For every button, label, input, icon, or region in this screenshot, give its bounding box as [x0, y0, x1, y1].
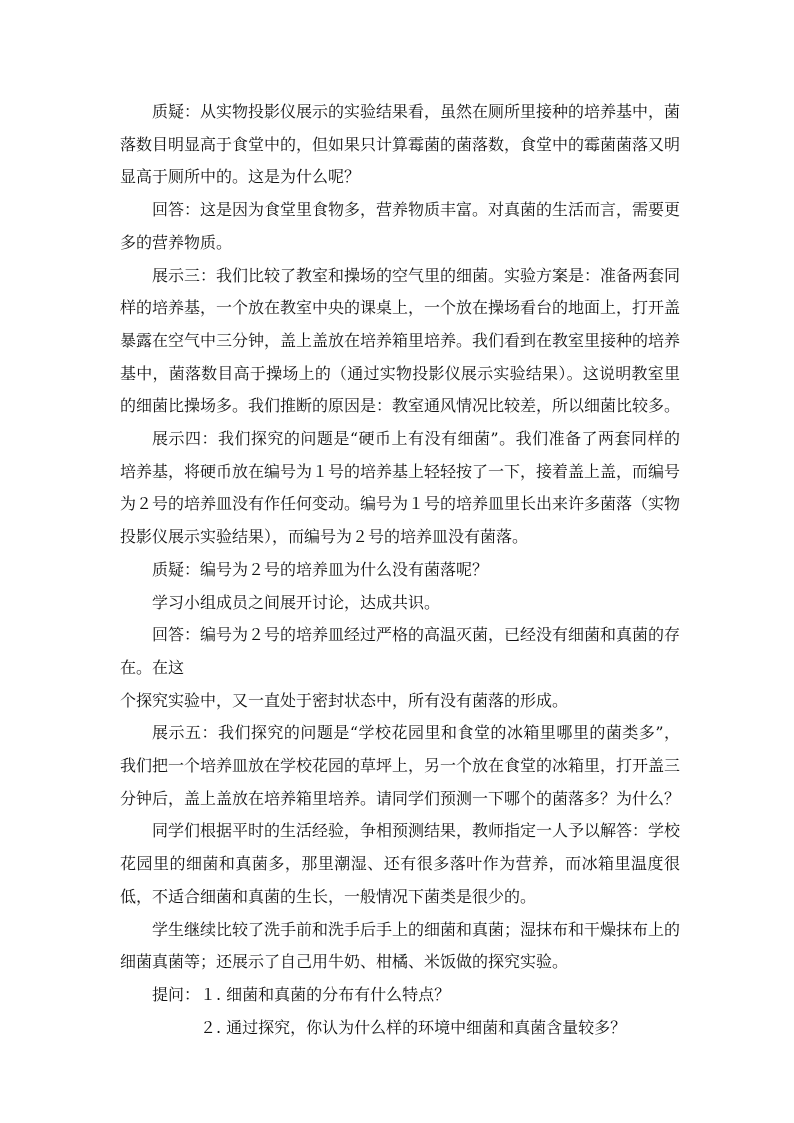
paragraph-answer-nutrients: 回答：这是因为食堂里食物多，营养物质丰富。对真菌的生活而言，需要更多的营养物质。	[120, 200, 681, 252]
paragraph-students-continue: 学生继续比较了洗手前和洗手后手上的细菌和真菌；湿抹布和干燥抹布上的细菌真菌等；还展示了自己用牛奶、柑橘、米饭做的探究实验。	[120, 919, 681, 972]
paragraph-question-dish-two: 质疑：编号为２号的培养皿为什么没有菌落呢？	[152, 559, 489, 579]
paragraph-answer-continued: 个探究实验中，又一直处于密封状态中，所有没有菌落的形成。	[120, 690, 569, 710]
question-item-2: ２. 通过探究，你认为什么样的环境中细菌和真菌含量较多？	[200, 1017, 627, 1037]
document-body	[120, 96, 680, 1044]
paragraph-question-mold: 质疑：从实物投影仪展示的实验结果看，虽然在厕所里接种的培养基中，菌落数目明显高于食堂中的，但如果只计算霉菌的菌落数，食堂中的霉菌菌落又明显高于厕所中的。这是为什么呢？	[120, 102, 681, 187]
paragraph-students-predict: 同学们根据平时的生活经验，争相预测结果，教师指定一人予以解答：学校花园里的细菌和真菌多，那里潮湿、还有很多落叶作为营养，而冰箱里温度很低，不适合细菌和真菌的生长，一般情况下菌类是很少的。	[120, 821, 681, 906]
question-item-1: 提问：１. 细菌和真菌的分布有什么特点？	[152, 984, 451, 1004]
paragraph-demo-four: 展示四：我们探究的问题是“硬币上有没有细菌”。我们准备了两套同样的培养基，将硬币放在编号为１号的培养基上轻轻按了一下，接着盖上盖，而编号为２号的培养皿没有作任何变动。编号为１号的培养皿里长出来许多菌落（实物投影仪展示实验结果），而编号为２号的培养皿没有菌落。	[120, 429, 681, 547]
paragraph-demo-five: 展示五：我们探究的问题是“学校花园里和食堂的冰箱里哪里的菌类多”，我们把一个培养皿放在学校花园的草坪上，另一个放在食堂的冰箱里，打开盖三分钟后，盖上盖放在培养箱里培养。请同学们预测一下哪个的菌落多？为什么？	[120, 723, 681, 808]
paragraph-demo-three: 展示三：我们比较了教室和操场的空气里的细菌。实验方案是：准备两套同样的培养基，一个放在教室中央的课桌上，一个放在操场看台的地面上，打开盖暴露在空气中三分钟，盖上盖放在培养箱里培养。我们看到在教室里接种的培养基中，菌落数目高于操场上的（通过实物投影仪展示实验结果）。这说明教室里的细菌比操场多。我们推断的原因是：教室通风情况比较差，所以细菌比较多。	[120, 265, 681, 416]
paragraph-answer-sterilized: 回答：编号为２号的培养皿经过严格的高温灭菌，已经没有细菌和真菌的存在。在这	[120, 625, 681, 677]
paragraph-group-discussion: 学习小组成员之间展开讨论，达成共识。	[152, 592, 441, 612]
